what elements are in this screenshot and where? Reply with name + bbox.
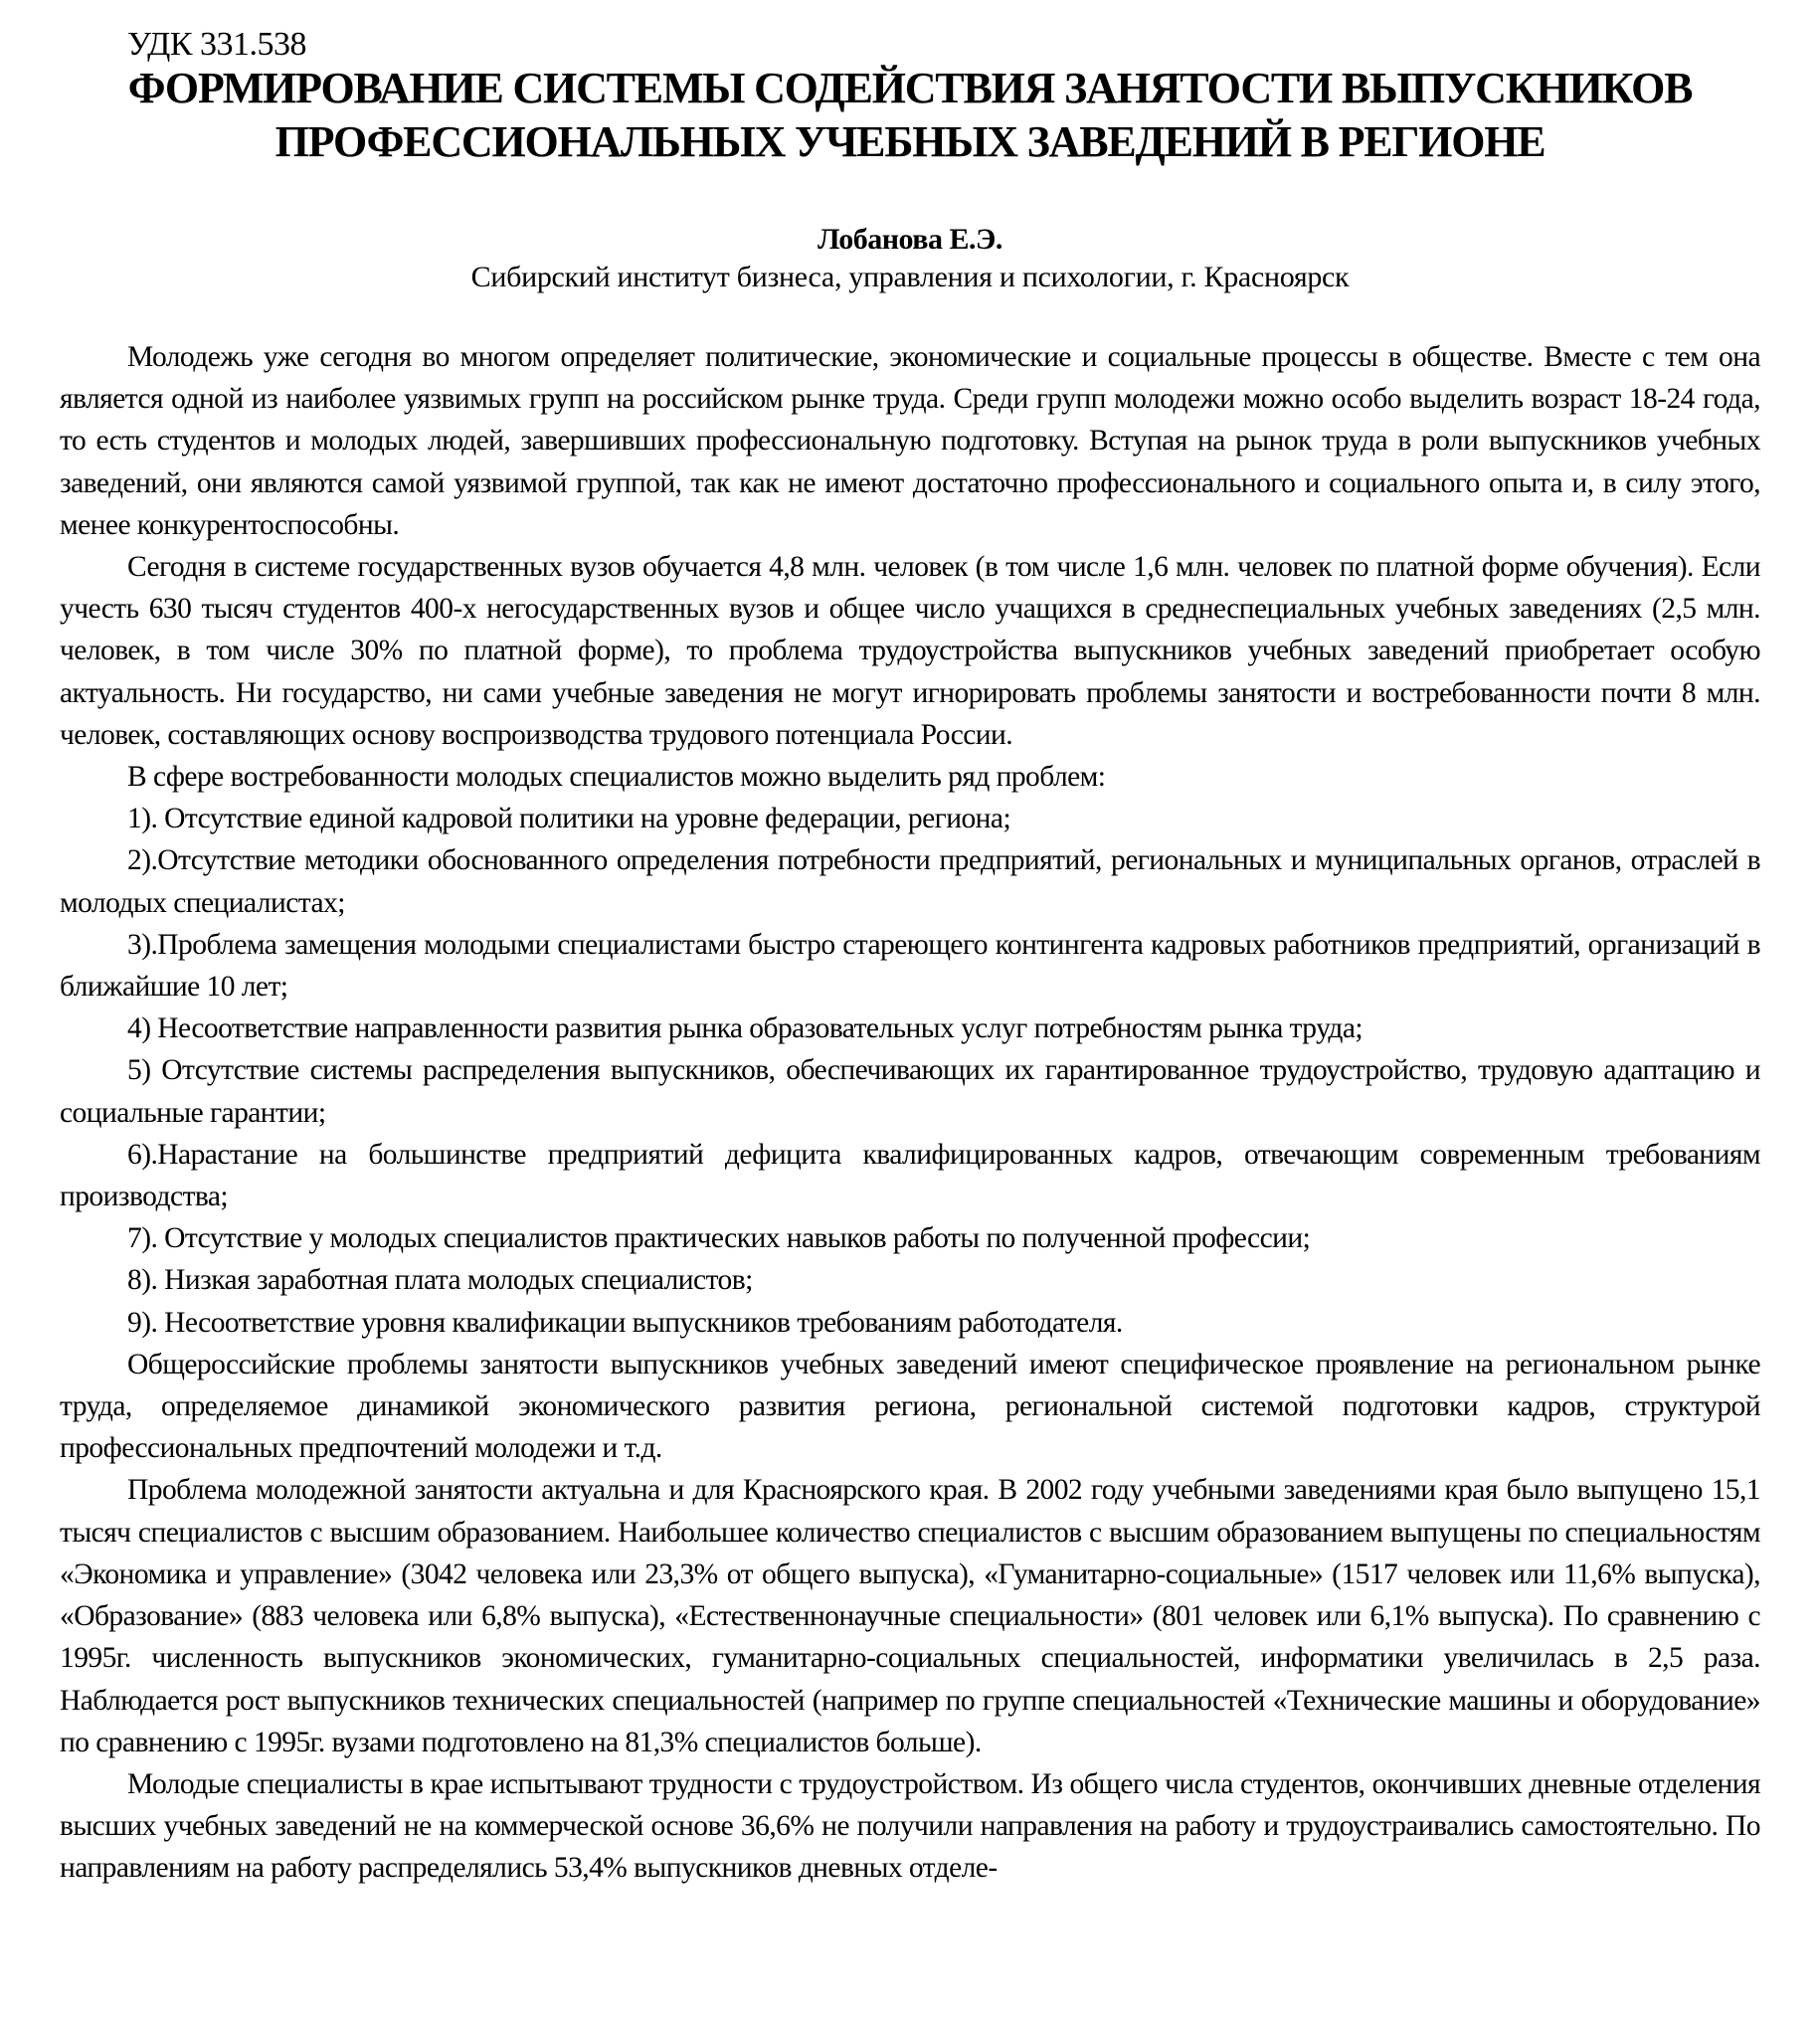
list-item: 1). Отсутствие единой кадровой политики на уровне федерации, региона; [127, 803, 1011, 835]
list-item: 8). Низкая заработная плата молодых специалистов; [127, 1264, 753, 1297]
paragraph: Общероссийские проблемы занятости выпускников учебных заведений имеют специфическое проявление на региональном рынке труда, определяемое динамикой экономического развития региона, региональной системой подготовки кадров, структурой профессиональных предпочтений молодежи и т.д. [60, 1348, 1760, 1465]
udc-code: УДК 331.538 [127, 26, 307, 63]
list-item: 9). Несоответствие уровня квалификации выпускников требованиям работодателя. [127, 1306, 1123, 1339]
paragraph: В сфере востребованности молодых специалистов можно выделить ряд проблем: [127, 761, 1106, 794]
author-name: Лобанова Е.Э. [818, 223, 1002, 256]
article-body [60, 336, 1760, 1890]
paragraph: Молодые специалисты в крае испытывают трудности с трудоустройством. Из общего числа студентов, окончивших дневные отделения высших учебных заведений не на коммерческой основе 36,6% не получили направления на работу и трудоустраивались самостоятельно. По направлениям на работу распределялись 53,4% выпускников дневных отделе- [60, 1767, 1760, 1885]
list-item: 7). Отсутствие у молодых специалистов практических навыков работы по полученной профессии; [127, 1222, 1311, 1255]
list-item: 2).Отсутствие методики обоснованного определения потребности предприятий, региональных и муниципальных органов, отраслей в молодых специалистах; [60, 844, 1760, 919]
article-title-line-1: ФОРМИРОВАНИЕ СИСТЕМЫ СОДЕЙСТВИЯ ЗАНЯТОСТИ ВЫПУСКНИКОВ [127, 64, 1693, 112]
list-item: 3).Проблема замещения молодыми специалистами быстро стареющего контингента кадровых работников предприятий, организаций в ближайшие 10 лет; [60, 928, 1760, 1004]
paragraph: Сегодня в системе государственных вузов обучается 4,8 млн. человек (в том числе 1,6 млн. человек по платной форме обучения). Если учесть 630 тысяч студентов 400-х негосударственных вузов и общее число учащихся в среднеспециальных учебных заведениях (2,5 млн. человек, в том числе 30% по платной форме), то проблема трудоустройства выпускников учебных заведений приобретает особую актуальность. Ни государство, ни сами учебные заведения не могут игнорировать проблемы занятости и востребованности почти 8 млн. человек, составляющих основу воспроизводства трудового потенциала России. [60, 551, 1760, 751]
article-title-line-2: ПРОФЕССИОНАЛЬНЫХ УЧЕБНЫХ ЗАВЕДЕНИЙ В РЕГИОНЕ [274, 117, 1546, 166]
author-affiliation: Сибирский институт бизнеса, управления и психологии, г. Красноярск [470, 261, 1350, 293]
article-title [60, 62, 1760, 169]
paragraph: Проблема молодежной занятости актуальна и для Красноярского края. В 2002 году учебными заведениями края было выпущено 15,1 тысяч специалистов с высшим образованием. Наибольшее количество специалистов с высшим образованием выпущены по специальностям «Экономика и управление» (3042 человека или 23,3% от общего выпуска), «Гуманитарно-социальные» (1517 человек или 11,6% выпуска), «Образование» (883 человека или 6,8% выпуска), «Естественнонаучные специальности» (801 человек или 6,1% выпуска). По сравнению с 1995г. численность выпускников экономических, гуманитарно-социальных специальностей, информатики увеличилась в 2,5 раза. Наблюдается рост выпускников технических специальностей (например по группе специальностей «Технические машины и оборудование» по сравнению с 1995г. вузами подготовлено на 81,3% специалистов больше). [60, 1474, 1760, 1758]
paragraph: Молодежь уже сегодня во многом определяет политические, экономические и социальные процессы в обществе. Вместе с тем она является одной из наиболее уязвимых групп на российском рынке труда. Среди групп молодежи можно особо выделить возраст 18-24 года, то есть студентов и молодых людей, завершивших профессиональную подготовку. Вступая на рынок труда в роли выпускников учебных заведений, они являются самой уязвимой группой, так как не имеют достаточно профессионального и социального опыта и, в силу этого, менее конкурентоспособны. [60, 341, 1760, 541]
list-item: 6).Нарастание на большинстве предприятий дефицита квалифицированных кадров, отвечающим современным требованиям производства; [60, 1138, 1760, 1213]
list-item: 4) Несоответствие направленности развития рынка образовательных услуг потребностям рынка труда; [127, 1012, 1364, 1045]
list-item: 5) Отсутствие системы распределения выпускников, обеспечивающих их гарантированное трудоустройство, трудовую адаптацию и социальные гарантии; [60, 1054, 1760, 1129]
